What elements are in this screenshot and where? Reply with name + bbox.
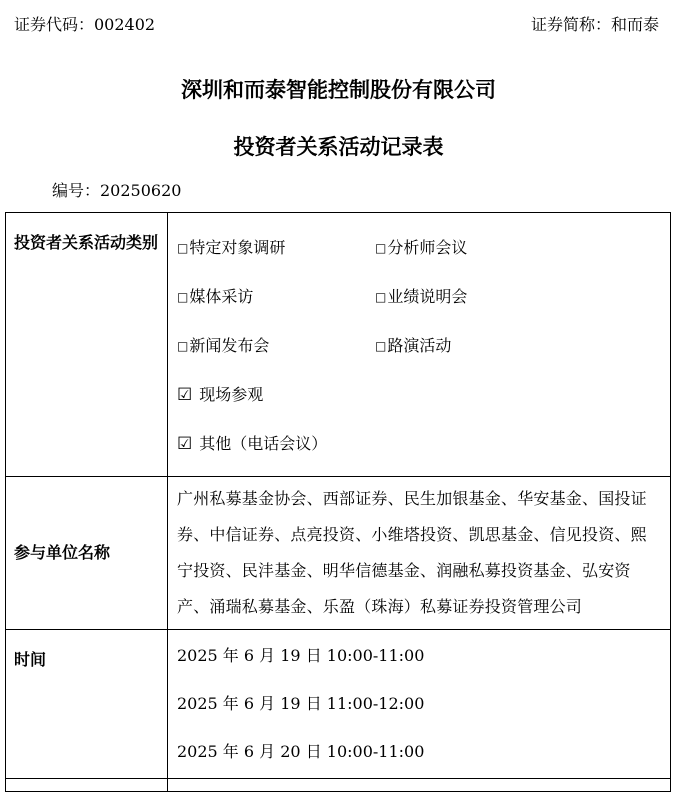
participants-row (6, 477, 671, 630)
checkbox-icon: □ (375, 241, 387, 255)
activity-row (6, 213, 671, 477)
time-label: 时间 (6, 630, 168, 779)
activity-label: 投资者关系活动类别 (6, 213, 168, 477)
activity-options (168, 213, 671, 477)
activity-option (375, 272, 662, 321)
activity-option-label: 分析师会议 (387, 238, 468, 257)
record-table (5, 212, 671, 792)
participants-cell (168, 477, 671, 630)
checked-box-icon: ☑ (177, 434, 193, 454)
activity-option-label: 特定对象调研 (189, 238, 286, 257)
checkbox-icon: □ (177, 290, 189, 304)
activity-option (177, 370, 662, 419)
activity-option-label: 路演活动 (387, 336, 452, 355)
time-entry: 2025 年 6 月 19 日 10:00-11:00 (177, 646, 425, 665)
time-row (6, 630, 671, 779)
checkbox-icon: □ (177, 339, 189, 353)
activity-option (177, 419, 662, 468)
activity-option (375, 321, 662, 370)
time-entry: 2025 年 6 月 20 日 10:00-11:00 (177, 742, 425, 761)
company-title: 深圳和而泰智能控制股份有限公司 (181, 77, 496, 102)
time-cell (168, 630, 671, 779)
activity-option (177, 272, 375, 321)
participants-label: 参与单位名称 (6, 477, 168, 630)
activity-option-label: 其他（电话会议） (199, 434, 328, 453)
stock-code: 证券代码：002402 (14, 15, 156, 34)
activity-option-label: 业绩说明会 (387, 287, 468, 306)
next-row-content (168, 779, 671, 792)
next-row (6, 779, 671, 792)
checked-box-icon: ☑ (177, 385, 193, 405)
serial-number: 编号：20250620 (52, 181, 182, 200)
activity-option (177, 321, 375, 370)
checkbox-icon: □ (177, 241, 189, 255)
stock-short-name: 证券简称：和而泰 (530, 15, 659, 34)
activity-option-label: 新闻发布会 (189, 336, 270, 355)
participants-text: 广州私募基金协会、西部证券、民生加银基金、华安基金、国投证券、中信证券、点亮投资、小维塔投资、凯思基金、信见投资、熙宁投资、民沣基金、明华信德基金、润融私募投资基金、弘安资产、涌瑞私募基金、乐盈（珠海）私募证券投资管理公司 (177, 489, 647, 616)
checkbox-icon: □ (375, 290, 387, 304)
activity-option-grid (177, 223, 662, 468)
activity-option (375, 223, 662, 272)
activity-option-label: 媒体采访 (189, 287, 254, 306)
activity-option (177, 223, 375, 272)
document-subtitle: 投资者关系活动记录表 (233, 134, 444, 159)
time-entry: 2025 年 6 月 19 日 11:00-12:00 (177, 694, 425, 713)
checkbox-icon: □ (375, 339, 387, 353)
next-row-label (6, 779, 168, 792)
activity-option-label: 现场参观 (199, 385, 264, 404)
